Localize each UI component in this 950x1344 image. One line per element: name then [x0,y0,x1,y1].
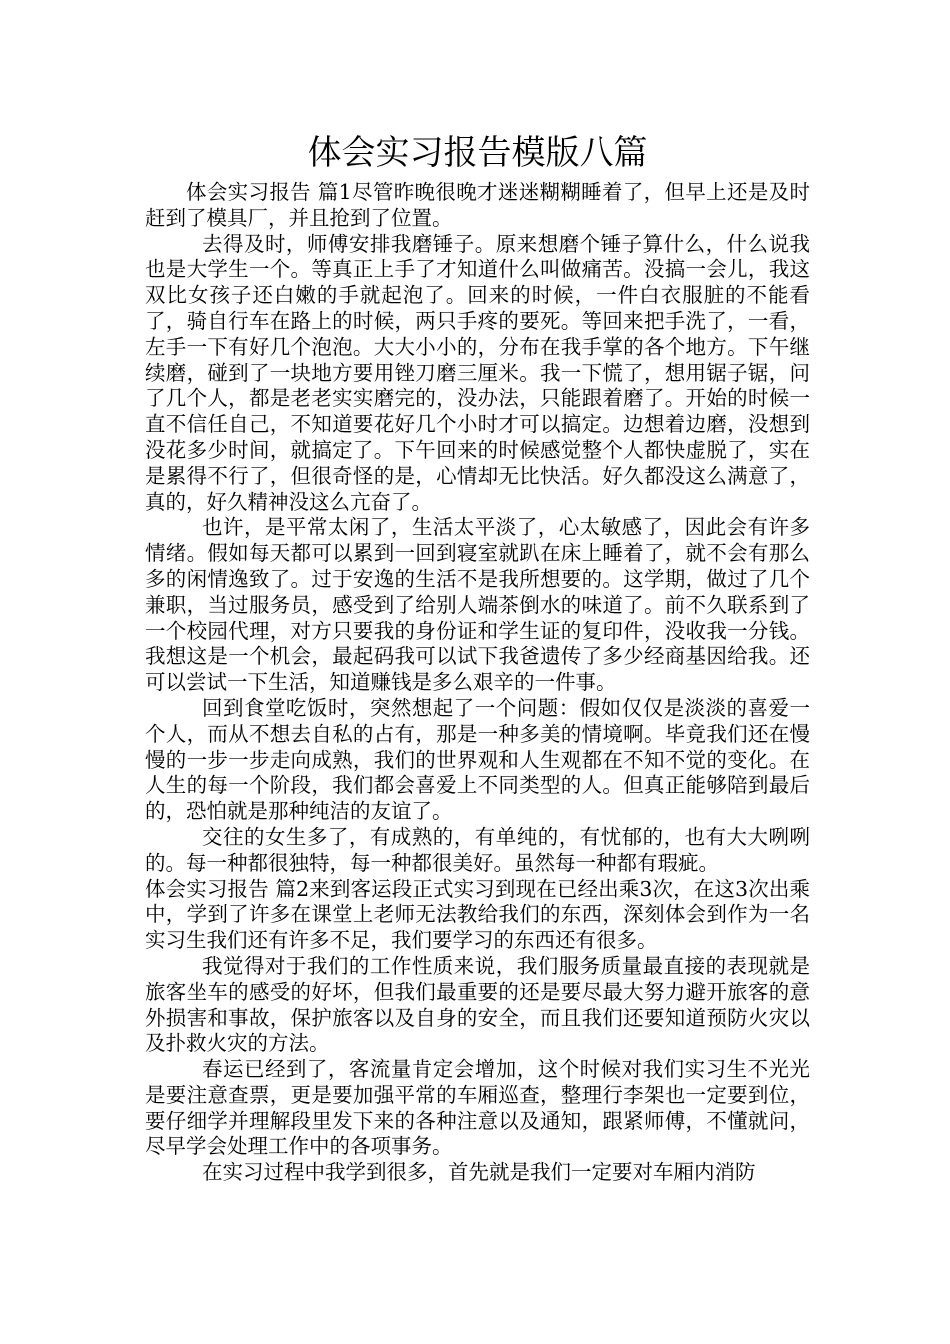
paragraph-3: 也许，是平常太闲了，生活太平淡了，心太敏感了，因此会有许多情绪。假如每天都可以累到一回到寝室就趴在床上睡着了，就不会有那么多的闲情逸致了。过于安逸的生活不是我所想要的。这学期，做过了几个兼职，当过服务员，感受到了给别人端茶倒水的味道了。前不久联系到了一个校园代理，对方只要我的身份证和学生证的复印件，没收我一分钱。我想这是一个机会，最起码我可以试下我爸遗传了多少经商基因给我。还可以尝试一下生活，知道赚钱是多么艰辛的一件事。 [145,515,810,695]
paragraph-6: 体会实习报告 篇2来到客运段正式实习到现在已经出乘3次，在这3次出乘中，学到了许多在课堂上老师无法教给我们的东西，深刻体会到作为一名实习生我们还有许多不足，我们要学习的东西还有很多。 [145,876,810,953]
document-body [145,180,810,1186]
paragraph-7: 我觉得对于我们的工作性质来说，我们服务质量最直接的表现就是旅客坐车的感受的好坏，但我们最重要的还是要尽最大努力避开旅客的意外损害和事故，保护旅客以及自身的安全，而且我们还要知道预防火灾以及扑救火灾的方法。 [145,953,810,1056]
paragraph-4: 回到食堂吃饭时，突然想起了一个问题：假如仅仅是淡淡的喜爱一个人，而从不想去自私的占有，那是一种多美的情境啊。毕竟我们还在慢慢的一步一步走向成熟，我们的世界观和人生观都在不知不觉的变化。在人生的每一个阶段，我们都会喜爱上不同类型的人。但真正能够陪到最后的，恐怕就是那种纯洁的友谊了。 [145,695,810,824]
paragraph-9: 在实习过程中我学到很多，首先就是我们一定要对车厢内消防 [202,1160,756,1185]
paragraph-5: 交往的女生多了，有成熟的，有单纯的，有忧郁的，也有大大咧咧的。每一种都很独特，每一种都很美好。虽然每一种都有瑕疵。 [145,824,810,875]
paragraph-8: 春运已经到了，客流量肯定会增加，这个时候对我们实习生不光光是要注意查票，更是要加强平常的车厢巡查，整理行李架也一定要到位，要仔细学并理解段里发下来的各种注意以及通知，跟紧师傅，不懂就问，尽早学会处理工作中的各项事务。 [145,1057,810,1159]
document-title: 体会实习报告模版八篇 [307,133,648,173]
paragraph-2: 去得及时，师傅安排我磨锤子。原来想磨个锤子算什么，什么说我也是大学生一个。等真正上手了才知道什么叫做痛苦。没搞一会儿，我这双比女孩子还白嫩的手就起泡了。回来的时候，一件白衣服脏的不能看了，骑自行车在路上的时候，两只手疼的要死。等回来把手洗了，一看，左手一下有好几个泡泡。大大小小的，分布在我手掌的各个地方。下午继续磨，碰到了一块地方要用锉刀磨三厘米。我一下慌了，想用锯子锯，问了几个人，都是老老实实磨完的，没办法，只能跟着磨了。开始的时候一直不信任自己，不知道要花好几个小时才可以搞定。边想着边磨，没想到没花多少时间，就搞定了。下午回来的时候感觉整个人都快虚脱了，实在是累得不行了，但很奇怪的是，心情却无比快活。好久都没这么满意了，真的，好久精神没这么亢奋了。 [145,231,810,514]
paragraph-1: 体会实习报告 篇1尽管昨晚很晚才迷迷糊糊睡着了，但早上还是及时赶到了模具厂，并且抢到了位置。 [145,180,810,230]
document-page [145,126,810,1186]
